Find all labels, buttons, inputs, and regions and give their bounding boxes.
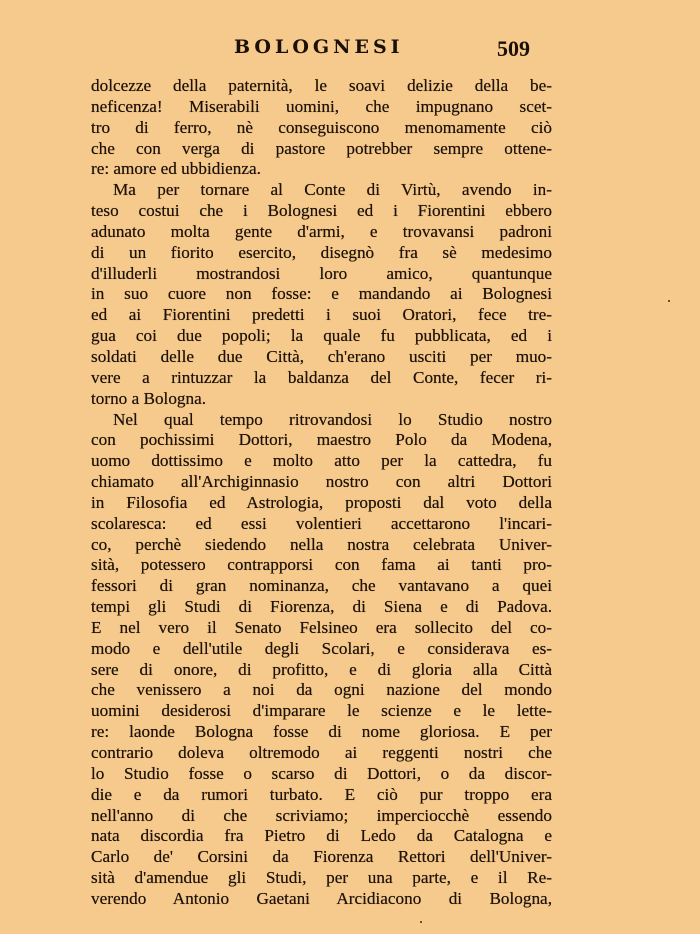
page-header	[0, 36, 700, 68]
text-line: soldati delle due Città, ch'erano usciti per muo-	[91, 346, 552, 366]
text-line: adunato molta gente d'armi, e trovavansi padroni	[91, 221, 552, 241]
text-line: Carlo de' Corsini da Fiorenza Rettori dell'Univer-	[91, 847, 552, 867]
text-line: contrario doleva oltremodo ai reggenti nostri che	[91, 743, 552, 762]
text-line: in suo cuore non fosse: e mandando ai Bolognesi	[91, 284, 552, 304]
text-line: tro di ferro, nè conseguiscono menomamente ciò	[91, 117, 552, 137]
text-line: che venissero a noi da ogni nazione del mondo	[91, 680, 552, 700]
text-line: sità d'amendue gli Studi, per una parte, e il Re-	[91, 868, 552, 888]
text-line: chiamato all'Archiginnasio nostro con altri Dottori	[91, 472, 552, 492]
text-line: d'illuderli mostrandosi loro amico, quantunque	[91, 263, 552, 283]
text-line: lo Studio fosse o scarso di Dottori, o da discor-	[91, 763, 552, 783]
text-line: nata discordia fra Pietro di Ledo da Catalogna e	[91, 826, 552, 846]
text-line: nell'anno di che scriviamo; imperciocchè essendo	[91, 805, 552, 825]
text-line: E nel vero il Senato Felsineo era sollecito del co-	[91, 617, 552, 637]
text-line: gua coi due popoli; la quale fu pubblicata, ed i	[91, 326, 552, 346]
text-line: ed ai Fiorentini predetti i suoi Oratori, fece tre-	[91, 305, 552, 325]
paragraph-first-line: Ma per tornare al Conte di Virtù, avendo in-	[113, 180, 552, 200]
text-line: teso costui che i Bolognesi ed i Fiorentini ebbero	[91, 201, 552, 221]
paragraph-first-line: Nel qual tempo ritrovandosi lo Studio nostro	[113, 409, 552, 429]
text-line: di un fiorito esercito, disegnò fra sè medesimo	[91, 242, 552, 262]
text-line: uomini desiderosi d'imparare le scienze e le lette-	[91, 701, 552, 721]
text-line: dolcezze della paternità, le soavi delizie della be-	[91, 76, 552, 95]
text-line: uomo dottissimo e molto atto per la cattedra, fu	[91, 451, 552, 471]
text-line: sità, potessero contrapporsi con fama ai tanti pro-	[91, 555, 552, 575]
text-line: die e da rumori turbato. E ciò pur troppo era	[91, 784, 552, 804]
text-line: vere a rintuzzar la baldanza del Conte, fecer ri-	[91, 367, 552, 387]
text-line: co, perchè siedendo nella nostra celebrata Univer-	[91, 534, 552, 554]
text-line: torno a Bologna.	[91, 388, 207, 408]
text-line: neficenza! Miserabili uomini, che impugnano scet-	[91, 96, 552, 116]
text-line: che con verga di pastore potrebber sempre ottene-	[91, 138, 552, 158]
page-number: 509	[497, 36, 530, 61]
text-line: con pochissimi Dottori, maestro Polo da Modena,	[91, 430, 552, 450]
text-line: re: laonde Bologna fosse di nome gloriosa. E per	[91, 722, 552, 742]
running-head: BOLOGNESI	[234, 36, 404, 58]
text-line: modo e dell'utile degli Scolari, e considerava es-	[91, 638, 552, 658]
text-line: scolaresca: ed essi volentieri accettarono l'incari-	[91, 513, 552, 533]
paper-speck	[668, 300, 670, 302]
text-line: sere di onore, di profitto, e di gloria alla Città	[91, 659, 552, 679]
text-line: fessori di gran nominanza, che vantavano a quei	[91, 576, 552, 596]
text-line: in Filosofia ed Astrologia, proposti dal voto della	[91, 492, 552, 512]
paper-speck	[420, 921, 422, 923]
text-line: tempi gli Studi di Fiorenza, di Siena e di Padova.	[91, 597, 552, 617]
text-line: verendo Antonio Gaetani Arcidiacono di Bologna,	[91, 888, 552, 908]
text-line: re: amore ed ubbidienza.	[91, 159, 261, 179]
body-text	[91, 76, 552, 910]
